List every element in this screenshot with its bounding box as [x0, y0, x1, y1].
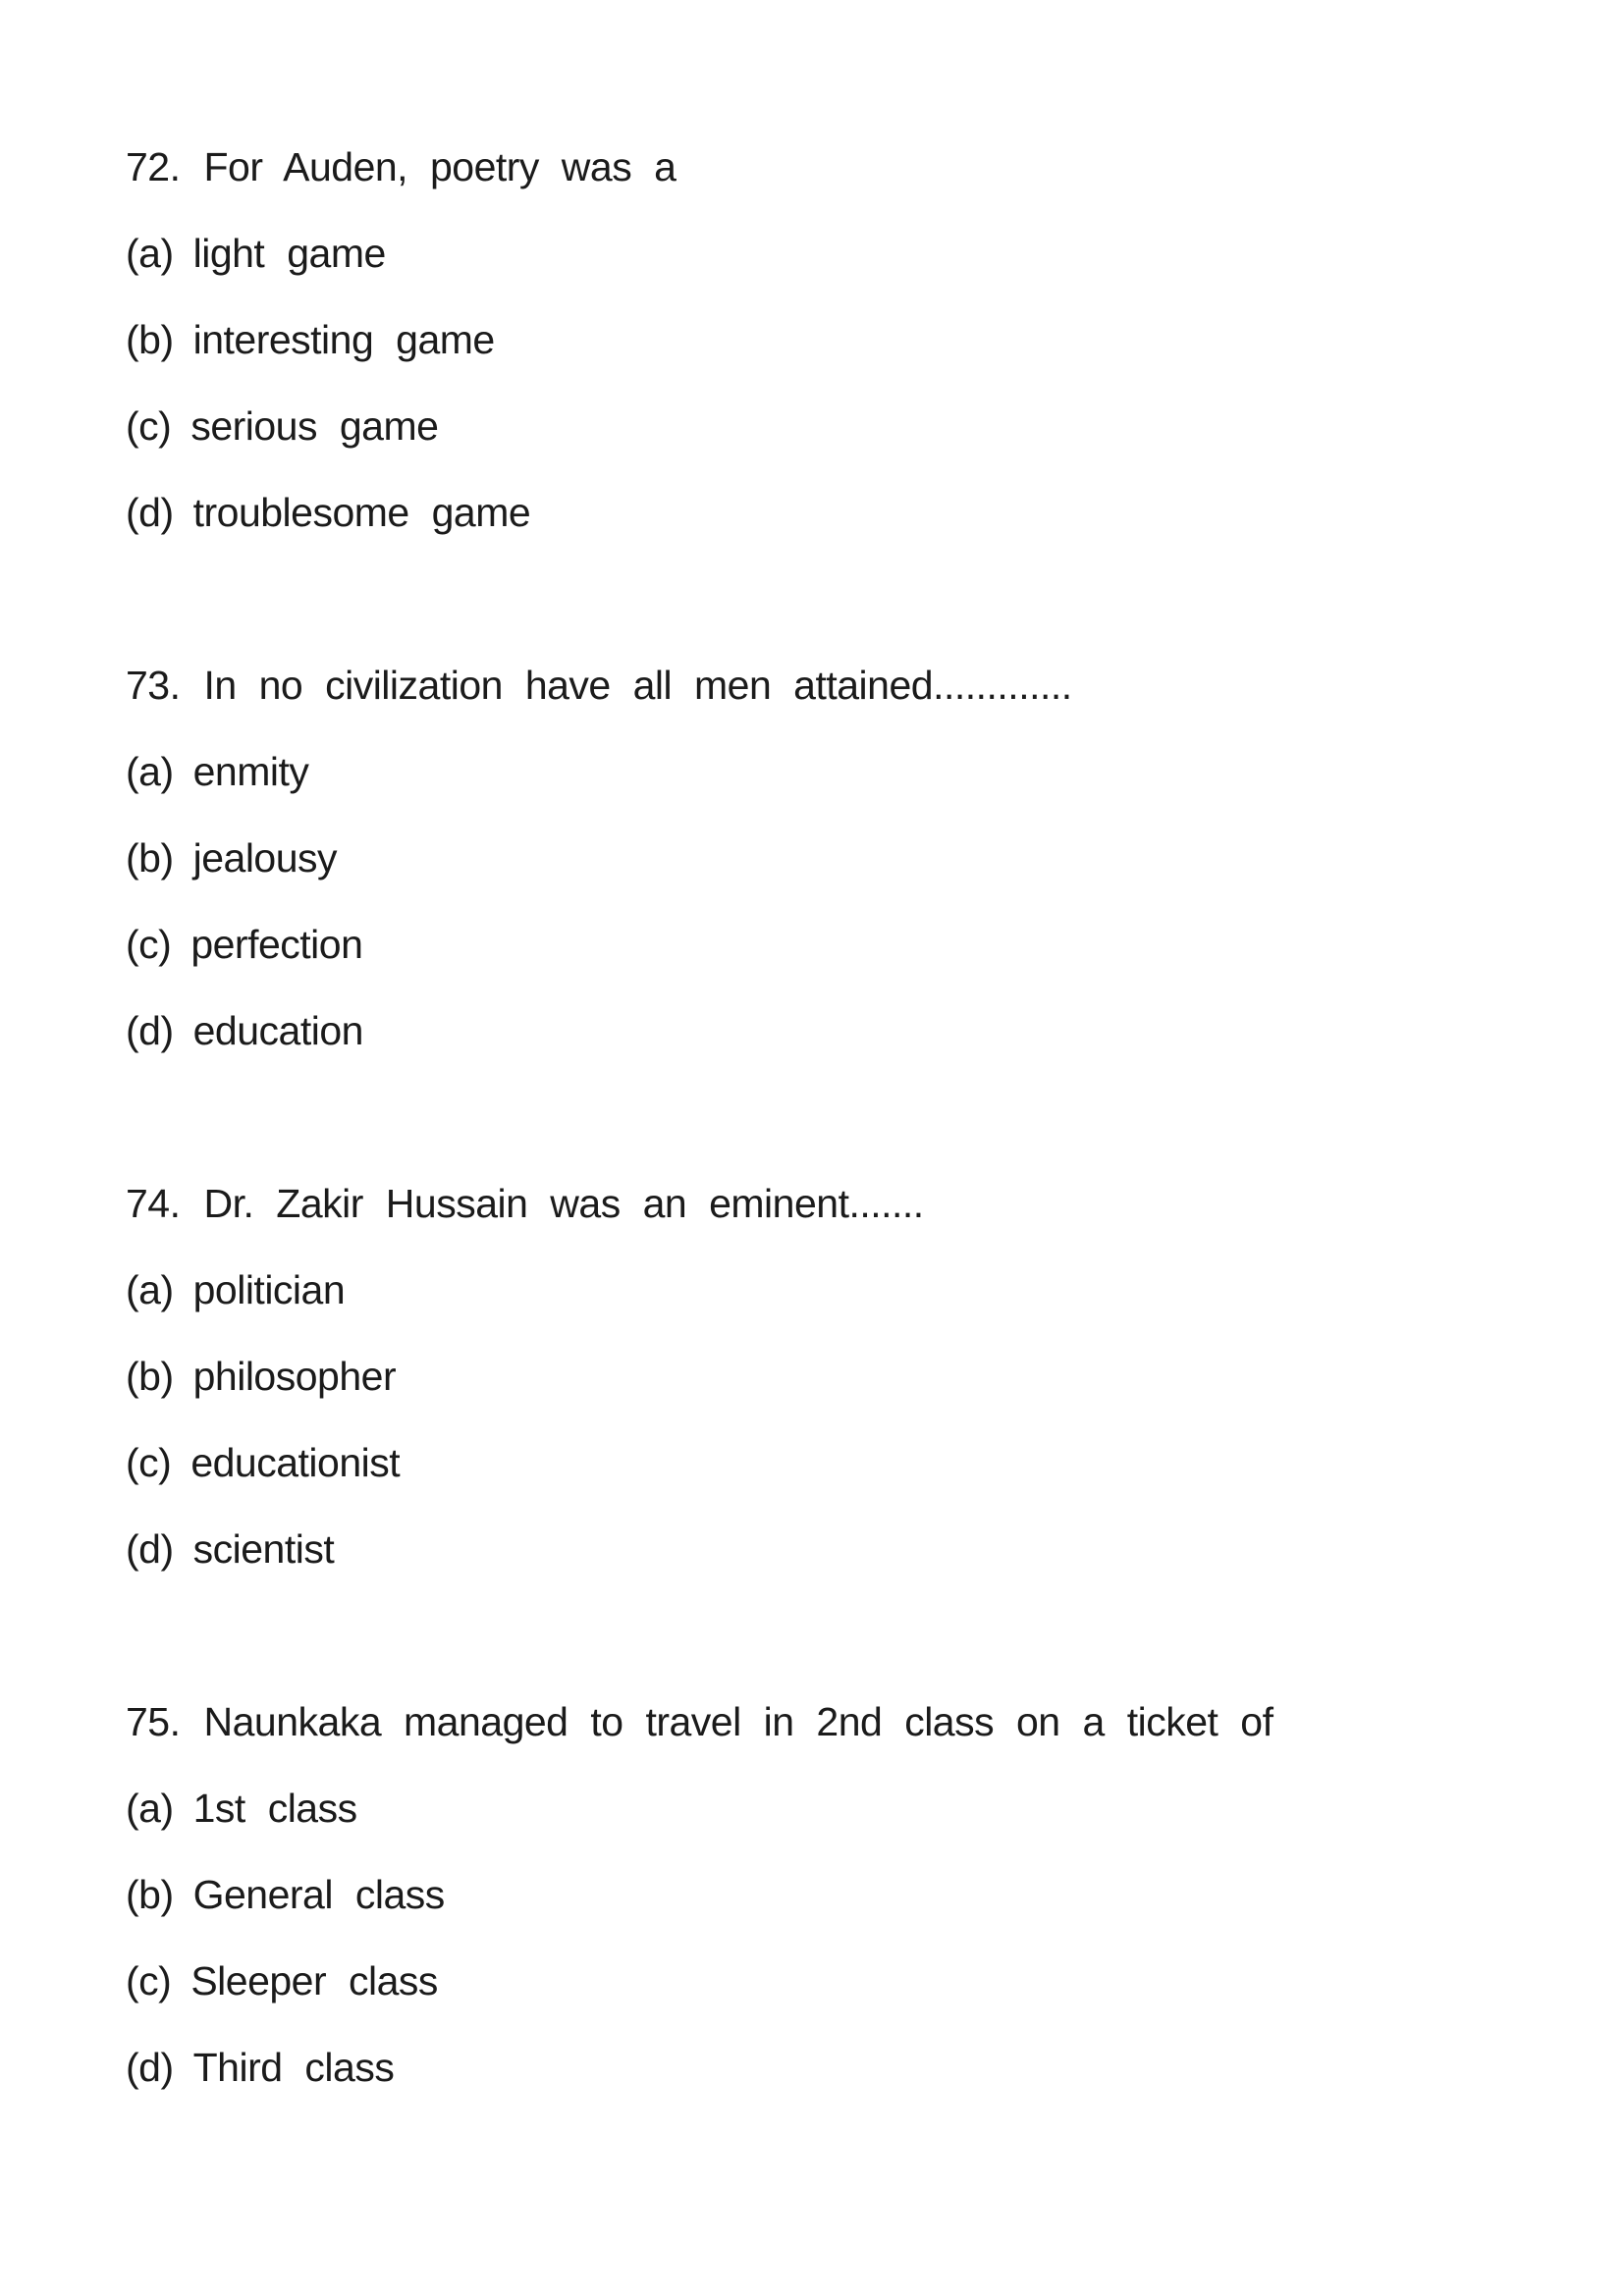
option-label: (d) [126, 1008, 174, 1053]
option-label: (d) [126, 2045, 174, 2090]
option-row [126, 901, 1565, 988]
option-row [126, 1765, 1565, 1851]
question-line [126, 642, 1565, 728]
option-text: jealousy [192, 835, 338, 881]
option-row [126, 1419, 1565, 1506]
option-label: (c) [126, 922, 172, 967]
question-block [126, 1160, 1565, 1592]
question-number: 75. [126, 1699, 181, 1744]
question-text: In no civilization have all men attained............. [203, 663, 1072, 708]
question-line [126, 124, 1565, 210]
option-row [126, 1851, 1565, 1938]
option-label: (a) [126, 1786, 174, 1831]
option-row [126, 210, 1565, 296]
option-label: (a) [126, 231, 174, 276]
option-label: (a) [126, 749, 174, 794]
option-row [126, 2024, 1565, 2110]
question-line [126, 1160, 1565, 1247]
option-text: 1st class [192, 1786, 357, 1831]
option-text: Third class [192, 2045, 395, 2090]
option-text: education [192, 1008, 363, 1053]
option-label: (b) [126, 835, 174, 881]
option-text: light game [192, 231, 386, 276]
option-label: (c) [126, 1958, 172, 2003]
option-label: (c) [126, 403, 172, 449]
option-row [126, 1938, 1565, 2024]
option-row [126, 296, 1565, 383]
option-row [126, 988, 1565, 1074]
option-text: Sleeper class [190, 1958, 438, 2003]
question-text: Dr. Zakir Hussain was an eminent....... [203, 1181, 924, 1226]
option-row [126, 383, 1565, 469]
option-label: (b) [126, 1354, 174, 1399]
option-label: (b) [126, 1872, 174, 1917]
option-text: perfection [190, 922, 363, 967]
option-row [126, 1506, 1565, 1592]
question-block [126, 124, 1565, 556]
option-text: serious game [190, 403, 439, 449]
option-text: enmity [192, 749, 309, 794]
option-text: politician [192, 1267, 346, 1312]
question-line [126, 1679, 1565, 1765]
option-row [126, 815, 1565, 901]
option-text: General class [192, 1872, 445, 1917]
option-row [126, 1247, 1565, 1333]
option-text: interesting game [192, 317, 495, 362]
question-number: 73. [126, 663, 181, 708]
option-label: (a) [126, 1267, 174, 1312]
option-label: (d) [126, 490, 174, 535]
question-text: For Auden, poetry was a [203, 144, 677, 189]
option-text: educationist [190, 1440, 401, 1485]
option-row [126, 1333, 1565, 1419]
question-block [126, 1679, 1565, 2110]
question-block [126, 642, 1565, 1074]
option-text: philosopher [192, 1354, 397, 1399]
question-number: 72. [126, 144, 181, 189]
option-label: (c) [126, 1440, 172, 1485]
option-text: scientist [192, 1526, 335, 1572]
option-label: (d) [126, 1526, 174, 1572]
option-label: (b) [126, 317, 174, 362]
question-text: Naunkaka managed to travel in 2nd class on a ticket of [203, 1699, 1273, 1744]
option-row [126, 469, 1565, 556]
option-row [126, 728, 1565, 815]
question-number: 74. [126, 1181, 181, 1226]
option-text: troublesome game [192, 490, 531, 535]
